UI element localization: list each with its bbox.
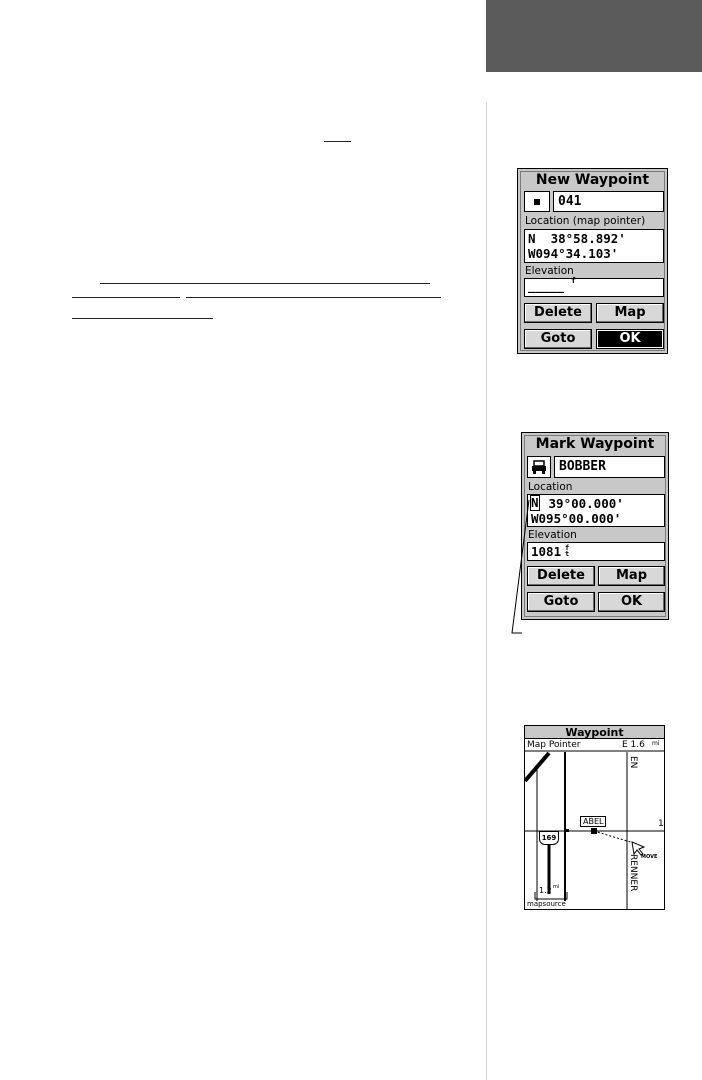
screen-title: Mark Waypoint xyxy=(535,436,655,452)
waypoint-map-screen xyxy=(524,725,665,910)
screen-title: Waypoint xyxy=(525,726,664,739)
edge-number: 1 xyxy=(658,819,664,829)
map-button[interactable]: Map xyxy=(596,303,664,323)
text-underline xyxy=(72,318,213,319)
symbol-box[interactable] xyxy=(527,456,551,478)
elevation-label: Elevation xyxy=(528,529,577,541)
car-symbol-icon xyxy=(528,457,550,477)
street-label-top: EN xyxy=(628,756,638,769)
mark-waypoint-screen xyxy=(521,432,669,620)
text-underline xyxy=(72,297,180,298)
latitude-hemisphere[interactable]: N xyxy=(531,495,539,510)
square-symbol-icon xyxy=(534,199,540,205)
waypoint-marker-icon[interactable] xyxy=(591,828,597,834)
latitude-value: N 38°58.892' xyxy=(528,231,626,246)
elevation-unit: ft xyxy=(565,544,570,558)
location-field[interactable] xyxy=(527,494,665,527)
location-label: Location xyxy=(528,481,573,493)
waypoint-label: ABEL xyxy=(583,817,604,826)
waypoint-name-field[interactable] xyxy=(554,456,665,478)
scale-unit: mi xyxy=(553,884,560,890)
longitude-value: W094°34.103' xyxy=(528,246,619,261)
elevation-field[interactable] xyxy=(527,542,665,561)
delete-button[interactable]: Delete xyxy=(527,566,595,586)
map-pointer-label: Map Pointer xyxy=(527,740,581,750)
goto-button[interactable]: Goto xyxy=(527,592,595,612)
latitude-value: 39°00.000' xyxy=(541,496,624,511)
elevation-field[interactable] xyxy=(524,278,664,297)
new-waypoint-screen xyxy=(517,168,668,354)
delete-button[interactable]: Delete xyxy=(524,303,592,323)
location-label: Location (map pointer) xyxy=(525,215,646,227)
ok-button[interactable]: OK xyxy=(596,329,664,349)
goto-button[interactable]: Goto xyxy=(524,329,592,349)
pointer-unit: mi xyxy=(652,740,660,747)
waypoint-name: BOBBER xyxy=(559,459,606,474)
elevation-label: Elevation xyxy=(525,265,574,277)
street-label-renner: RENNER xyxy=(628,854,638,892)
route-shield-icon xyxy=(539,831,559,845)
screen-title: New Waypoint xyxy=(535,172,650,188)
pointer-bearing: E 1.6 xyxy=(622,740,645,750)
sidebar-divider xyxy=(486,102,487,1080)
map-attribution: mapsource xyxy=(527,900,566,908)
ok-button[interactable]: OK xyxy=(598,592,665,612)
text-underline xyxy=(186,297,441,298)
waypoint-label-box xyxy=(580,816,606,827)
section-header-tab xyxy=(486,0,702,72)
waypoint-name-field[interactable] xyxy=(553,191,664,212)
elevation-value: _____ xyxy=(528,279,565,293)
route-shield-number: 169 xyxy=(541,834,557,842)
map-button[interactable]: Map xyxy=(598,566,665,586)
small-marker-icon xyxy=(566,829,569,832)
text-underline xyxy=(100,283,430,284)
text-underline xyxy=(324,141,351,142)
location-field[interactable] xyxy=(524,229,664,263)
symbol-box[interactable] xyxy=(524,191,550,212)
scale-value: 1.2 xyxy=(539,886,552,895)
move-label: MOVE xyxy=(641,854,658,860)
elevation-unit: f xyxy=(571,276,576,285)
elevation-value: 1081 xyxy=(531,544,562,559)
longitude-value: W095°00.000' xyxy=(531,511,622,526)
waypoint-name: 041 xyxy=(558,194,582,209)
